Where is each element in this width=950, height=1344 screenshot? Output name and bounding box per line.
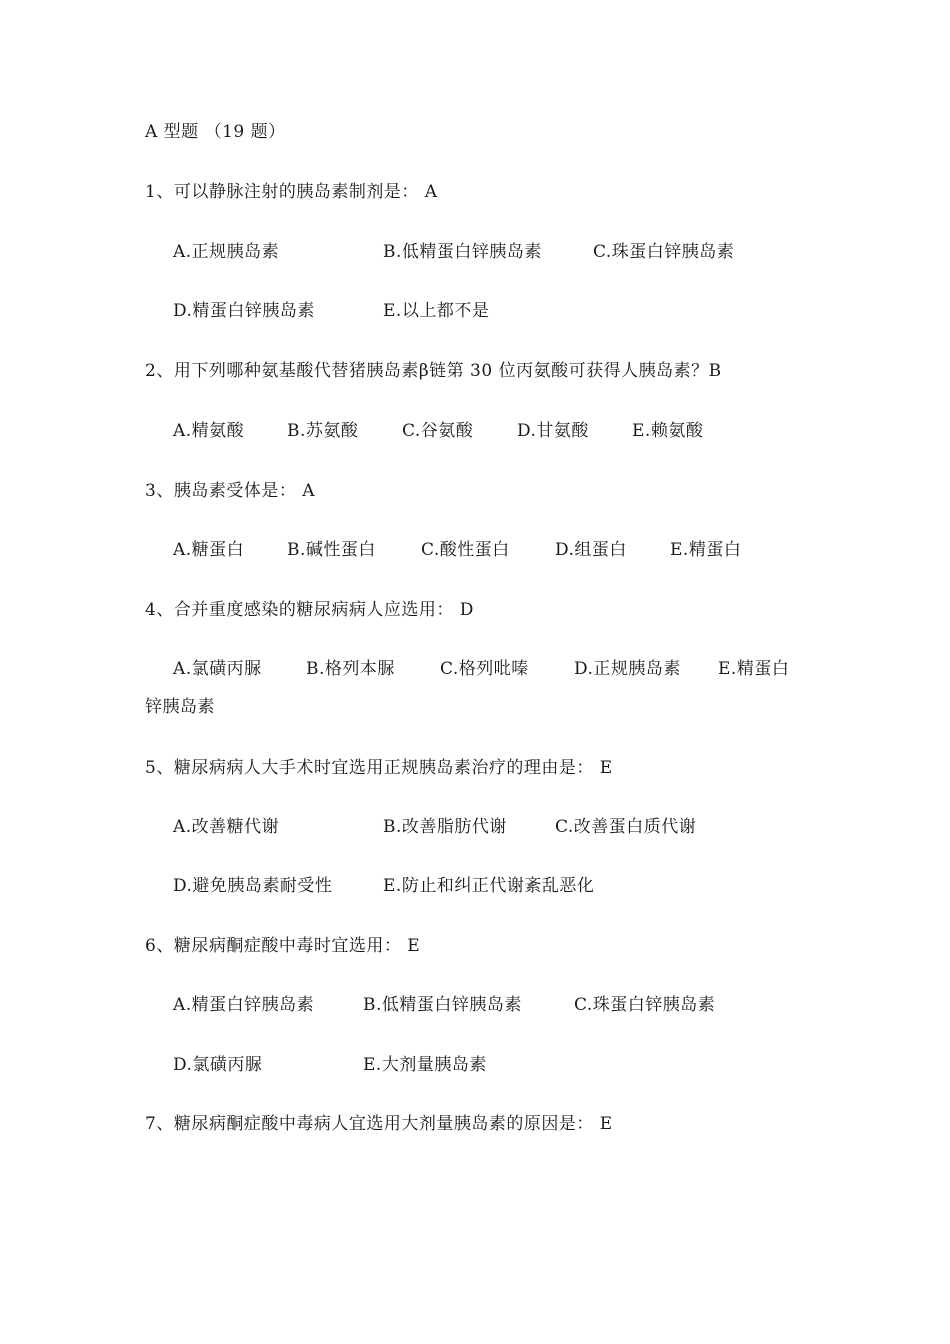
question-4-stem: 4、合并重度感染的糖尿病病人应选用： D [145, 600, 474, 620]
question-5-option-a: A.改善糖代谢 [173, 817, 280, 837]
question-5-option-d: D.避免胰岛素耐受性 [173, 876, 333, 896]
question-6-option-b: B.低精蛋白锌胰岛素 [363, 995, 522, 1015]
question-5-stem: 5、糖尿病病人大手术时宜选用正规胰岛素治疗的理由是： E [145, 758, 613, 778]
question-6-option-d: D.氯磺丙脲 [173, 1055, 263, 1075]
question-3-option-a: A.糖蛋白 [173, 540, 245, 560]
question-2-option-e: E.赖氨酸 [632, 421, 704, 441]
question-1-option-b: B.低精蛋白锌胰岛素 [383, 242, 542, 262]
question-4-option-e-continuation: 锌胰岛素 [145, 697, 215, 717]
question-6-option-a: A.精蛋白锌胰岛素 [173, 995, 315, 1015]
question-6-stem: 6、糖尿病酮症酸中毒时宜选用： E [145, 936, 421, 956]
question-5-option-c: C.改善蛋白质代谢 [555, 817, 697, 837]
question-3-option-e: E.精蛋白 [670, 540, 742, 560]
question-4-option-b: B.格列本脲 [306, 659, 395, 679]
question-1-stem: 1、可以静脉注射的胰岛素制剂是： A [145, 182, 438, 202]
question-1-option-c: C.珠蛋白锌胰岛素 [593, 242, 735, 262]
question-3-option-c: C.酸性蛋白 [421, 540, 510, 560]
question-5-option-b: B.改善脂肪代谢 [383, 817, 507, 837]
question-1-option-d: D.精蛋白锌胰岛素 [173, 301, 315, 321]
question-2-option-c: C.谷氨酸 [402, 421, 474, 441]
question-2-stem: 2、用下列哪种氨基酸代替猪胰岛素β链第 30 位丙氨酸可获得人胰岛素？B [145, 361, 722, 381]
question-4-option-e: E.精蛋白 [718, 659, 790, 679]
question-2-option-b: B.苏氨酸 [287, 421, 359, 441]
section-title: A 型题 （19 题） [145, 122, 286, 142]
question-6-option-c: C.珠蛋白锌胰岛素 [574, 995, 716, 1015]
question-3-stem: 3、胰岛素受体是： A [145, 481, 315, 501]
question-4-option-a: A.氯磺丙脲 [173, 659, 262, 679]
question-3-option-d: D.组蛋白 [555, 540, 627, 560]
question-7-stem: 7、糖尿病酮症酸中毒病人宜选用大剂量胰岛素的原因是： E [145, 1114, 613, 1134]
question-5-option-e: E.防止和纠正代谢紊乱恶化 [383, 876, 595, 896]
question-2-option-a: A.精氨酸 [173, 421, 245, 441]
question-2-option-d: D.甘氨酸 [517, 421, 589, 441]
question-6-option-e: E.大剂量胰岛素 [363, 1055, 487, 1075]
question-4-option-c: C.格列吡嗪 [440, 659, 529, 679]
question-1-option-a: A.正规胰岛素 [173, 242, 280, 262]
question-3-option-b: B.碱性蛋白 [287, 540, 376, 560]
question-4-option-d: D.正规胰岛素 [574, 659, 681, 679]
question-1-option-e: E.以上都不是 [383, 301, 490, 321]
